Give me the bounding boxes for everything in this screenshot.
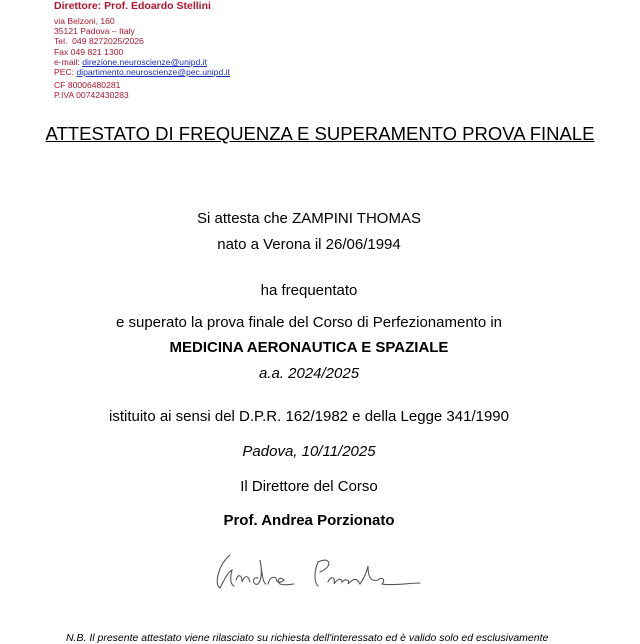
attestation-line: Si attesta che ZAMPINI THOMAS bbox=[197, 210, 421, 227]
email-link[interactable]: direzione.neuroscienze@unipd.it bbox=[82, 56, 208, 67]
passed-line: e superato la prova finale del Corso di Perfezionamento in bbox=[115, 314, 503, 331]
pec-label: PEC: bbox=[54, 67, 77, 78]
phone: Tel. 049 8272025/2026 bbox=[54, 36, 144, 47]
signer-name: Prof. Andrea Porzionato bbox=[223, 512, 395, 529]
fax: Fax 049 821 1300 bbox=[54, 46, 124, 57]
attended-line: ha frequentato bbox=[260, 282, 358, 299]
director-name: Direttore: Prof. Edoardo Stellini bbox=[54, 0, 211, 12]
signer-role: Il Direttore del Corso bbox=[240, 478, 378, 495]
place-date: Padova, 10/11/2025 bbox=[242, 443, 376, 460]
pec-link[interactable]: dipartimento.neuroscienze@pec.unipd.it bbox=[76, 67, 230, 78]
legal-basis: istituito ai sensi del D.P.R. 162/1982 e della Legge 341/1990 bbox=[108, 408, 509, 425]
address-street: via Belzoni, 160 bbox=[54, 16, 115, 26]
course-name: MEDICINA AERONAUTICA E SPAZIALE bbox=[169, 339, 449, 356]
handwritten-signature bbox=[210, 550, 430, 595]
document-title: ATTESTATO DI FREQUENZA E SUPERAMENTO PROVA FINALE bbox=[45, 123, 595, 144]
academic-year: a.a. 2024/2025 bbox=[258, 365, 360, 382]
birth-line: nato a Verona il 26/06/1994 bbox=[217, 236, 401, 253]
address-city: 35121 Padova – Italy bbox=[54, 26, 135, 37]
vat-number: P.IVA 00742430283 bbox=[54, 90, 129, 101]
email-label: e-mail: bbox=[54, 56, 83, 67]
tax-code: CF 80006480281 bbox=[54, 80, 121, 91]
letterhead bbox=[54, 0, 230, 101]
disclaimer-note: N.B. Il presente attestato viene rilasciato su richiesta dell'interessato ed è valido solo ed esclusivamente bbox=[66, 632, 549, 644]
